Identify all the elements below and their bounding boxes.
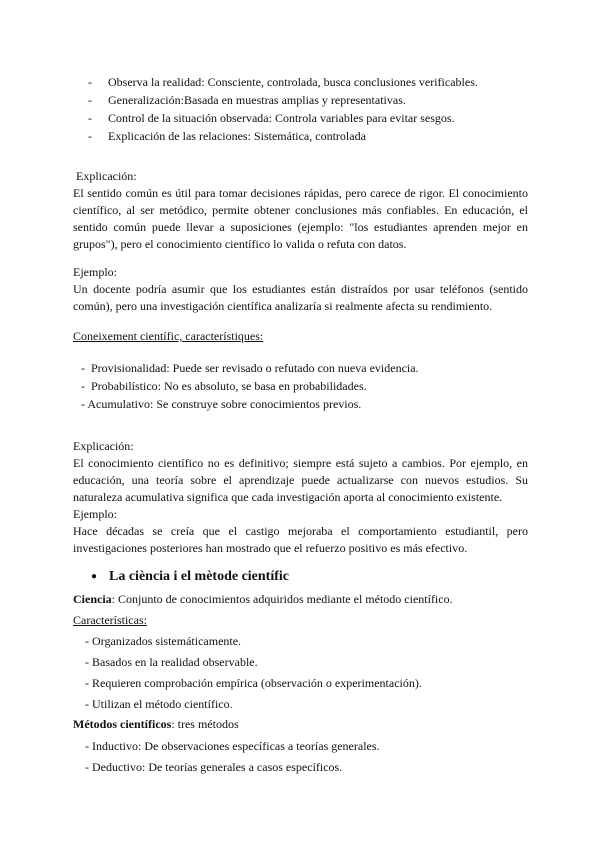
caracteristicas-list (85, 631, 422, 715)
observation-item-text: Explicación de las relaciones: Sistemática, controlada (108, 129, 366, 143)
ciencia-term: Ciencia (73, 592, 112, 606)
list-item: - Provisionalidad: Puede ser revisado o refutado con nueva evidencia. (78, 361, 419, 375)
section-heading-text: La ciència i el mètode científic (109, 569, 289, 584)
observation-list (88, 73, 478, 145)
list-item: - Probabilístico: No es absoluto, se basa en probabilidades. (78, 379, 367, 393)
list-item: - Generalización:Basada en muestras amplias y representativas. (88, 93, 406, 107)
metodos-definition-text: : tres métodos (171, 717, 239, 731)
list-item: - Inductivo: De observaciones específicas a teorías generales. (85, 739, 380, 753)
metodos-definition (73, 716, 239, 733)
observation-item-text: Observa la realidad: Consciente, controlada, busca conclusiones verificables. (108, 75, 478, 89)
ciencia-definition (73, 591, 453, 608)
scientific-traits-list (78, 359, 419, 413)
list-item: - Observa la realidad: Consciente, controlada, busca conclusiones verificables. (88, 75, 478, 89)
list-item: - Organizados sistemáticamente. (85, 634, 242, 648)
list-item: - Control de la situación observada: Controla variables para evitar sesgos. (88, 111, 455, 125)
metodos-list (85, 736, 380, 778)
example-2-label: Ejemplo: (73, 507, 117, 521)
example-2-text: Hace décadas se creía que el castigo mejoraba el comportamiento estudiantil, pero investigaciones posteriores han mostrado que el refuerzo positivo es más efectivo. (73, 524, 528, 555)
list-item: - Deductivo: De teorías generales a casos específicos. (85, 760, 343, 774)
scientific-knowledge-heading: Coneixement científic, característiques: (73, 329, 264, 343)
ciencia-definition-text: : Conjunto de conocimientos adquiridos mediante el método científico. (111, 592, 453, 606)
example-1 (73, 264, 528, 315)
explanation-2-text: El conocimiento científico no es definitivo; siempre está sujeto a cambios. Por ejemplo, en educación, una teoría sobre el aprendizaje puede actualizarse con nuevos estudios. Su naturaleza acumulativa significa que cada investigación aporta al conocimiento existente. (73, 456, 528, 504)
explanation-2-label: Explicación: (73, 439, 134, 453)
list-item: - Explicación de las relaciones: Sistemática, controlada (88, 129, 366, 143)
list-item: - Utilizan el método científico. (85, 697, 233, 711)
observation-item-text: Control de la situación observada: Controla variables para evitar sesgos. (108, 111, 455, 125)
section-heading (91, 568, 289, 585)
example-1-text: Un docente podría asumir que los estudiantes están distraídos por usar teléfonos (sentido común), pero una investigación científica analizaría si realmente afecta su rendimiento. (73, 282, 528, 313)
list-item: - Basados en la realidad observable. (85, 655, 258, 669)
list-item: - Requieren comprobación empírica (observación o experimentación). (85, 676, 422, 690)
explanation-2 (73, 438, 528, 557)
explanation-1-text: El sentido común es útil para tomar decisiones rápidas, pero carece de rigor. El conocimiento científico, al ser metódico, permite obtener conclusiones más confiables. En educación, el sentido común puede llevar a suposiciones (ejemplo: "los estudiantes aprenden mejor en grupos"), pero el conocimiento científico lo valida o refuta con datos. (73, 186, 528, 251)
metodos-term: Métodos científicos (73, 717, 172, 731)
list-item: - Acumulativo: Se construye sobre conocimientos previos. (78, 397, 362, 411)
example-1-label: Ejemplo: (73, 265, 117, 279)
explanation-1-label: Explicación: (73, 169, 137, 183)
explanation-1 (73, 168, 528, 253)
caracteristicas-label: Características: (73, 613, 147, 627)
observation-item-text: Generalización:Basada en muestras amplias y representativas. (108, 93, 406, 107)
bullet-icon: ● (91, 571, 98, 582)
